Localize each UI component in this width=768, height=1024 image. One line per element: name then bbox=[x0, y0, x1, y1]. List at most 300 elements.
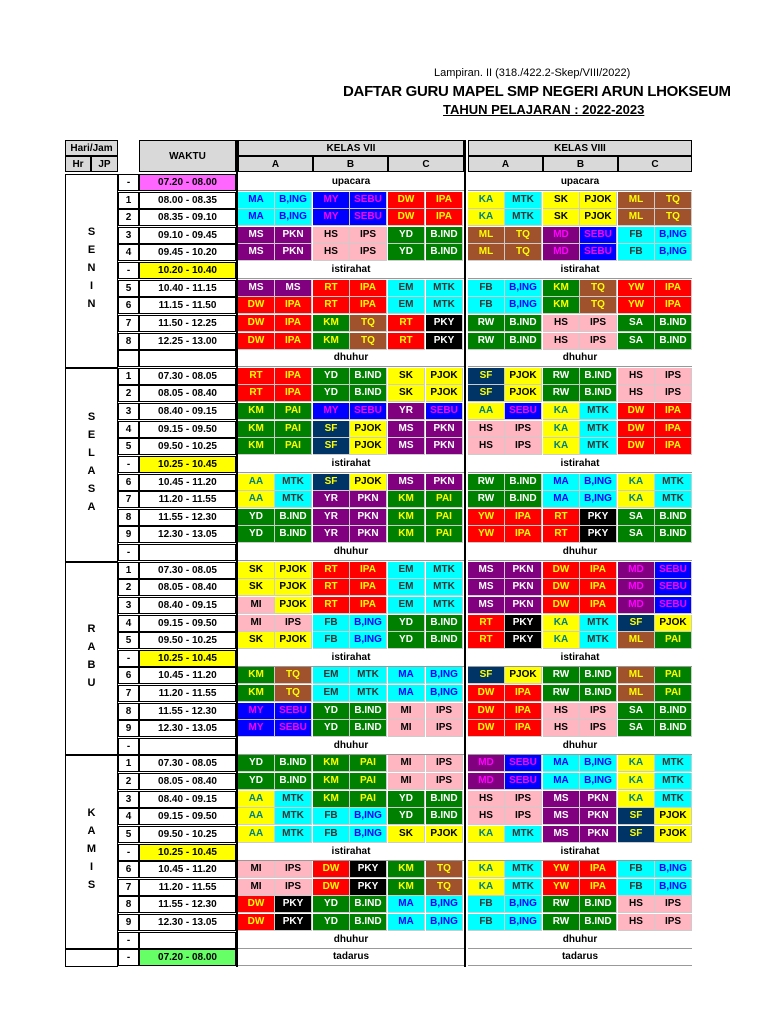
subject-code-cell: IPA bbox=[350, 579, 387, 596]
subject-code-cell: PAI bbox=[426, 509, 463, 526]
jp-cell: - bbox=[118, 174, 139, 191]
teacher-code-cell: AA bbox=[238, 808, 275, 825]
teacher-code-cell: KM bbox=[238, 685, 275, 702]
teacher-code-cell: DW bbox=[238, 297, 275, 314]
teacher-code-cell: FB bbox=[313, 826, 350, 843]
teacher-code-cell: HS bbox=[618, 385, 655, 402]
teacher-code-cell: MA bbox=[543, 474, 580, 491]
subject-code-cell: PKN bbox=[505, 597, 542, 614]
teacher-code-cell: ML bbox=[618, 192, 655, 209]
break-label-kelas8: upacara bbox=[468, 174, 692, 191]
waktu-cell: 11.15 - 11.50 bbox=[139, 297, 236, 314]
subject-code-cell: B,ING bbox=[580, 491, 617, 508]
teacher-code-cell: YR bbox=[388, 403, 425, 420]
subject-code-cell: PAI bbox=[426, 491, 463, 508]
subject-code-cell: MTK bbox=[426, 280, 463, 297]
subject-code-cell: SEBU bbox=[350, 209, 387, 226]
subject-code-cell: PKY bbox=[350, 861, 387, 878]
teacher-code-cell: RT bbox=[543, 526, 580, 543]
teacher-code-cell: DW bbox=[388, 192, 425, 209]
subject-code-cell: PKN bbox=[275, 244, 312, 261]
teacher-code-cell: DW bbox=[313, 879, 350, 896]
teacher-code-cell: ML bbox=[468, 227, 505, 244]
teacher-code-cell: RW bbox=[543, 667, 580, 684]
teacher-code-cell: RT bbox=[313, 297, 350, 314]
teacher-code-cell: MD bbox=[468, 755, 505, 772]
subject-code-cell: IPA bbox=[505, 685, 542, 702]
teacher-code-cell: EM bbox=[388, 562, 425, 579]
teacher-code-cell: FB bbox=[468, 297, 505, 314]
subject-code-cell: IPS bbox=[655, 368, 692, 385]
teacher-code-cell: YW bbox=[468, 509, 505, 526]
teacher-code-cell: MI bbox=[388, 720, 425, 737]
subject-code-cell: B,ING bbox=[350, 826, 387, 843]
teacher-code-cell: SF bbox=[618, 615, 655, 632]
break-label-kelas8: dhuhur bbox=[468, 738, 692, 755]
teacher-code-cell: KM bbox=[388, 861, 425, 878]
teacher-code-cell: HS bbox=[618, 914, 655, 931]
break-label-kelas7: tadarus bbox=[238, 949, 464, 966]
break-label-kelas7: upacara bbox=[238, 174, 464, 191]
teacher-code-cell: RW bbox=[543, 368, 580, 385]
waktu-cell: 11.55 - 12.30 bbox=[139, 896, 236, 913]
teacher-code-cell: FB bbox=[313, 808, 350, 825]
subject-code-cell: IPS bbox=[505, 421, 542, 438]
document-title: DAFTAR GURU MAPEL SMP NEGERI ARUN LHOKSEUM bbox=[343, 83, 731, 100]
break-label-kelas7: istirahat bbox=[238, 262, 464, 279]
subject-code-cell: TQ bbox=[505, 244, 542, 261]
jp-header: JP bbox=[91, 156, 118, 172]
subject-code-cell: B.IND bbox=[580, 685, 617, 702]
break-label-kelas7: dhuhur bbox=[238, 738, 464, 755]
subject-code-cell: B.IND bbox=[505, 474, 542, 491]
teacher-code-cell: KM bbox=[388, 491, 425, 508]
jp-cell: 3 bbox=[118, 227, 139, 244]
teacher-code-cell: MA bbox=[543, 755, 580, 772]
teacher-code-cell: YR bbox=[313, 491, 350, 508]
subject-code-cell: PKY bbox=[426, 333, 463, 350]
subject-code-cell: MTK bbox=[655, 474, 692, 491]
table-row bbox=[65, 333, 692, 350]
teacher-code-cell: YD bbox=[388, 808, 425, 825]
waktu-cell: 10.45 - 11.20 bbox=[139, 667, 236, 684]
jp-cell: 3 bbox=[118, 403, 139, 420]
subject-code-cell: IPS bbox=[426, 773, 463, 790]
waktu-cell: 07.30 - 08.05 bbox=[139, 368, 236, 385]
subject-code-cell: MTK bbox=[505, 192, 542, 209]
teacher-code-cell: RW bbox=[543, 914, 580, 931]
waktu-cell: 11.20 - 11.55 bbox=[139, 879, 236, 896]
subject-code-cell: B.IND bbox=[275, 773, 312, 790]
subject-code-cell: PJOK bbox=[350, 474, 387, 491]
waktu-cell: 11.20 - 11.55 bbox=[139, 685, 236, 702]
teacher-code-cell: KA bbox=[618, 755, 655, 772]
teacher-code-cell: MY bbox=[313, 192, 350, 209]
teacher-code-cell: MI bbox=[238, 597, 275, 614]
teacher-code-cell: HS bbox=[543, 333, 580, 350]
subject-code-cell: B,ING bbox=[350, 632, 387, 649]
subject-code-cell: B.IND bbox=[655, 720, 692, 737]
teacher-code-cell: MA bbox=[543, 773, 580, 790]
jp-cell: - bbox=[118, 844, 139, 861]
teacher-code-cell: RT bbox=[388, 333, 425, 350]
teacher-code-cell: RT bbox=[238, 368, 275, 385]
column-divider bbox=[236, 140, 238, 967]
table-row bbox=[65, 209, 692, 226]
jp-cell: 8 bbox=[118, 703, 139, 720]
waktu-cell: 09.15 - 09.50 bbox=[139, 615, 236, 632]
table-row bbox=[65, 685, 692, 702]
table-row bbox=[65, 474, 692, 491]
teacher-code-cell: MY bbox=[313, 403, 350, 420]
waktu-cell: 10.25 - 10.45 bbox=[139, 650, 236, 667]
teacher-code-cell: RW bbox=[543, 896, 580, 913]
teacher-code-cell: DW bbox=[238, 315, 275, 332]
teacher-code-cell: SF bbox=[468, 385, 505, 402]
table-row bbox=[65, 385, 692, 402]
table-row bbox=[65, 791, 692, 808]
subject-code-cell: MTK bbox=[655, 755, 692, 772]
teacher-code-cell: HS bbox=[313, 244, 350, 261]
teacher-code-cell: YD bbox=[388, 615, 425, 632]
waktu-cell: 09.45 - 10.20 bbox=[139, 244, 236, 261]
subject-code-cell: B.IND bbox=[426, 244, 463, 261]
subject-code-cell: B.IND bbox=[426, 808, 463, 825]
teacher-code-cell: SK bbox=[388, 385, 425, 402]
teacher-code-cell: YD bbox=[388, 791, 425, 808]
subject-code-cell: B.IND bbox=[580, 667, 617, 684]
teacher-code-cell: KA bbox=[543, 615, 580, 632]
table-row bbox=[65, 932, 692, 949]
subject-code-cell: PJOK bbox=[655, 826, 692, 843]
table-row bbox=[65, 615, 692, 632]
subject-code-cell: B,ING bbox=[655, 227, 692, 244]
break-label-kelas8: istirahat bbox=[468, 650, 692, 667]
table-row bbox=[65, 315, 692, 332]
teacher-code-cell: DW bbox=[238, 896, 275, 913]
waktu-cell: 08.05 - 08.40 bbox=[139, 773, 236, 790]
subject-code-cell: SEBU bbox=[350, 192, 387, 209]
subject-code-cell: PJOK bbox=[275, 562, 312, 579]
subject-code-cell: B.IND bbox=[426, 791, 463, 808]
table-row bbox=[65, 949, 692, 966]
waktu-cell: 10.25 - 10.45 bbox=[139, 456, 236, 473]
subject-code-cell: B.IND bbox=[580, 914, 617, 931]
table-row bbox=[65, 755, 692, 772]
subject-code-cell: PJOK bbox=[655, 615, 692, 632]
teacher-code-cell: HS bbox=[618, 368, 655, 385]
teacher-code-cell: MS bbox=[543, 808, 580, 825]
table-row bbox=[65, 438, 692, 455]
teacher-code-cell: KA bbox=[468, 192, 505, 209]
teacher-code-cell: SF bbox=[468, 368, 505, 385]
table-row bbox=[65, 650, 692, 667]
subject-code-cell: B,ING bbox=[426, 667, 463, 684]
teacher-code-cell: RW bbox=[543, 385, 580, 402]
hr-header: Hr bbox=[65, 156, 91, 172]
subject-code-cell: PJOK bbox=[350, 421, 387, 438]
subject-code-cell: B.IND bbox=[350, 914, 387, 931]
waktu-cell: 07.20 - 08.00 bbox=[139, 949, 236, 966]
teacher-code-cell: MD bbox=[618, 579, 655, 596]
jp-cell: 1 bbox=[118, 192, 139, 209]
subject-code-cell: IPS bbox=[655, 896, 692, 913]
subject-code-cell: MTK bbox=[580, 403, 617, 420]
teacher-code-cell: KM bbox=[238, 667, 275, 684]
teacher-code-cell: AA bbox=[238, 474, 275, 491]
column-divider bbox=[464, 140, 466, 967]
teacher-code-cell: MD bbox=[468, 773, 505, 790]
subject-code-cell: PAI bbox=[655, 685, 692, 702]
teacher-code-cell: MI bbox=[238, 879, 275, 896]
teacher-code-cell: SK bbox=[543, 209, 580, 226]
academic-year: TAHUN PELAJARAN : 2022-2023 bbox=[443, 102, 645, 117]
subject-code-cell: IPA bbox=[655, 438, 692, 455]
waktu-cell: 08.35 - 09.10 bbox=[139, 209, 236, 226]
teacher-code-cell: MI bbox=[388, 773, 425, 790]
subject-code-cell: TQ bbox=[426, 879, 463, 896]
jp-cell: 6 bbox=[118, 667, 139, 684]
table-row bbox=[65, 544, 692, 561]
subject-code-cell: PAI bbox=[655, 632, 692, 649]
kelas7-col-c: C bbox=[388, 156, 464, 172]
teacher-code-cell: HS bbox=[543, 720, 580, 737]
teacher-code-cell: AA bbox=[468, 403, 505, 420]
subject-code-cell: PAI bbox=[275, 421, 312, 438]
subject-code-cell: TQ bbox=[655, 209, 692, 226]
teacher-code-cell: HS bbox=[313, 227, 350, 244]
waktu-cell: 08.40 - 09.15 bbox=[139, 791, 236, 808]
waktu-cell: 11.55 - 12.30 bbox=[139, 703, 236, 720]
teacher-code-cell: SK bbox=[238, 562, 275, 579]
subject-code-cell: PJOK bbox=[275, 632, 312, 649]
subject-code-cell: MTK bbox=[350, 667, 387, 684]
waktu-cell bbox=[139, 544, 236, 561]
teacher-code-cell: MS bbox=[468, 562, 505, 579]
subject-code-cell: SEBU bbox=[505, 403, 542, 420]
subject-code-cell: IPA bbox=[655, 403, 692, 420]
subject-code-cell: PKY bbox=[580, 526, 617, 543]
waktu-cell: 11.20 - 11.55 bbox=[139, 491, 236, 508]
waktu-cell: 09.50 - 10.25 bbox=[139, 826, 236, 843]
subject-code-cell: PKN bbox=[580, 791, 617, 808]
teacher-code-cell: DW bbox=[618, 403, 655, 420]
teacher-code-cell: KM bbox=[388, 879, 425, 896]
waktu-cell: 07.20 - 08.00 bbox=[139, 174, 236, 191]
teacher-code-cell: SA bbox=[618, 720, 655, 737]
table-row bbox=[65, 597, 692, 614]
waktu-cell: 07.30 - 08.05 bbox=[139, 755, 236, 772]
subject-code-cell: B.IND bbox=[350, 368, 387, 385]
teacher-code-cell: MS bbox=[388, 438, 425, 455]
teacher-code-cell: RW bbox=[468, 333, 505, 350]
teacher-code-cell: MA bbox=[238, 209, 275, 226]
teacher-code-cell: YD bbox=[313, 896, 350, 913]
table-row bbox=[65, 456, 692, 473]
teacher-code-cell: MS bbox=[388, 421, 425, 438]
subject-code-cell: B.IND bbox=[350, 896, 387, 913]
teacher-code-cell: MA bbox=[388, 667, 425, 684]
subject-code-cell: MTK bbox=[505, 861, 542, 878]
teacher-code-cell: AA bbox=[238, 826, 275, 843]
teacher-code-cell: SK bbox=[238, 579, 275, 596]
subject-code-cell: B.IND bbox=[655, 526, 692, 543]
teacher-code-cell: DW bbox=[238, 333, 275, 350]
table-row bbox=[65, 826, 692, 843]
teacher-code-cell: KA bbox=[618, 773, 655, 790]
subject-code-cell: PKN bbox=[505, 562, 542, 579]
teacher-code-cell: MA bbox=[543, 491, 580, 508]
break-label-kelas8: istirahat bbox=[468, 456, 692, 473]
teacher-code-cell: HS bbox=[468, 421, 505, 438]
subject-code-cell: IPA bbox=[275, 333, 312, 350]
subject-code-cell: MTK bbox=[655, 491, 692, 508]
subject-code-cell: IPA bbox=[505, 509, 542, 526]
subject-code-cell: IPA bbox=[580, 879, 617, 896]
table-row bbox=[65, 562, 692, 579]
jp-cell: 8 bbox=[118, 896, 139, 913]
waktu-cell: 12.30 - 13.05 bbox=[139, 526, 236, 543]
subject-code-cell: IPA bbox=[580, 597, 617, 614]
harijam-header: Hari/Jam bbox=[65, 140, 118, 156]
teacher-code-cell: MI bbox=[388, 703, 425, 720]
table-row bbox=[65, 403, 692, 420]
subject-code-cell: SEBU bbox=[505, 755, 542, 772]
subject-code-cell: B,ING bbox=[505, 896, 542, 913]
subject-code-cell: PJOK bbox=[580, 209, 617, 226]
teacher-code-cell: MS bbox=[238, 227, 275, 244]
teacher-code-cell: YD bbox=[388, 244, 425, 261]
teacher-code-cell: YW bbox=[618, 280, 655, 297]
teacher-code-cell: YD bbox=[313, 720, 350, 737]
break-label-kelas7: dhuhur bbox=[238, 350, 464, 367]
subject-code-cell: TQ bbox=[275, 667, 312, 684]
waktu-cell: 10.40 - 11.15 bbox=[139, 280, 236, 297]
subject-code-cell: PKN bbox=[350, 491, 387, 508]
subject-code-cell: MTK bbox=[580, 421, 617, 438]
teacher-code-cell: KA bbox=[618, 491, 655, 508]
subject-code-cell: PAI bbox=[426, 526, 463, 543]
teacher-code-cell: YD bbox=[388, 632, 425, 649]
subject-code-cell: IPS bbox=[275, 861, 312, 878]
subject-code-cell: IPA bbox=[580, 861, 617, 878]
teacher-code-cell: DW bbox=[618, 421, 655, 438]
subject-code-cell: PKY bbox=[580, 509, 617, 526]
day-label-text: KAMIS bbox=[85, 807, 98, 898]
subject-code-cell: PJOK bbox=[580, 192, 617, 209]
subject-code-cell: PKY bbox=[275, 896, 312, 913]
subject-code-cell: B,ING bbox=[350, 808, 387, 825]
waktu-cell: 11.55 - 12.30 bbox=[139, 509, 236, 526]
subject-code-cell: IPA bbox=[505, 703, 542, 720]
teacher-code-cell: MA bbox=[388, 914, 425, 931]
table-row bbox=[65, 808, 692, 825]
teacher-code-cell: HS bbox=[468, 808, 505, 825]
table-row bbox=[65, 896, 692, 913]
subject-code-cell: MTK bbox=[580, 615, 617, 632]
subject-code-cell: B,ING bbox=[580, 755, 617, 772]
teacher-code-cell: EM bbox=[388, 297, 425, 314]
break-label-kelas7: istirahat bbox=[238, 650, 464, 667]
teacher-code-cell: EM bbox=[388, 597, 425, 614]
teacher-code-cell: MS bbox=[468, 579, 505, 596]
teacher-code-cell: SF bbox=[313, 438, 350, 455]
teacher-code-cell: DW bbox=[388, 209, 425, 226]
waktu-cell: 10.45 - 11.20 bbox=[139, 861, 236, 878]
teacher-code-cell: KA bbox=[618, 791, 655, 808]
subject-code-cell: B.IND bbox=[350, 385, 387, 402]
subject-code-cell: SEBU bbox=[655, 579, 692, 596]
subject-code-cell: MTK bbox=[580, 438, 617, 455]
table-row bbox=[65, 526, 692, 543]
subject-code-cell: PKY bbox=[275, 914, 312, 931]
subject-code-cell: IPS bbox=[426, 755, 463, 772]
waktu-cell: 07.30 - 08.05 bbox=[139, 562, 236, 579]
subject-code-cell: MTK bbox=[426, 579, 463, 596]
teacher-code-cell: RW bbox=[543, 685, 580, 702]
subject-code-cell: SEBU bbox=[350, 403, 387, 420]
subject-code-cell: PKN bbox=[426, 421, 463, 438]
teacher-code-cell: YD bbox=[313, 385, 350, 402]
subject-code-cell: B,ING bbox=[655, 244, 692, 261]
subject-code-cell: TQ bbox=[275, 685, 312, 702]
subject-code-cell: IPS bbox=[275, 615, 312, 632]
jp-cell: 5 bbox=[118, 826, 139, 843]
teacher-code-cell: EM bbox=[388, 579, 425, 596]
subject-code-cell: TQ bbox=[655, 192, 692, 209]
teacher-code-cell: YD bbox=[388, 227, 425, 244]
teacher-code-cell: DW bbox=[238, 914, 275, 931]
teacher-code-cell: MS bbox=[238, 280, 275, 297]
subject-code-cell: B.IND bbox=[350, 720, 387, 737]
subject-code-cell: PKY bbox=[505, 632, 542, 649]
subject-code-cell: IPA bbox=[275, 368, 312, 385]
break-label-kelas8: dhuhur bbox=[468, 544, 692, 561]
subject-code-cell: B.IND bbox=[580, 385, 617, 402]
subject-code-cell: TQ bbox=[580, 297, 617, 314]
teacher-code-cell: KA bbox=[468, 861, 505, 878]
kelas7-col-a: A bbox=[238, 156, 313, 172]
subject-code-cell: PAI bbox=[350, 791, 387, 808]
day-label-rabu bbox=[65, 562, 118, 756]
teacher-code-cell: YD bbox=[313, 914, 350, 931]
teacher-code-cell: YD bbox=[238, 773, 275, 790]
teacher-code-cell: ML bbox=[468, 244, 505, 261]
jp-cell: 7 bbox=[118, 879, 139, 896]
teacher-code-cell: RT bbox=[313, 579, 350, 596]
table-row bbox=[65, 192, 692, 209]
waktu-cell bbox=[139, 738, 236, 755]
teacher-code-cell: RT bbox=[468, 632, 505, 649]
teacher-code-cell: AA bbox=[238, 491, 275, 508]
subject-code-cell: PAI bbox=[350, 755, 387, 772]
subject-code-cell: IPS bbox=[505, 438, 542, 455]
teacher-code-cell: DW bbox=[543, 597, 580, 614]
teacher-code-cell: MI bbox=[388, 755, 425, 772]
teacher-code-cell: DW bbox=[543, 579, 580, 596]
subject-code-cell: SEBU bbox=[580, 244, 617, 261]
waktu-cell: 10.20 - 10.40 bbox=[139, 262, 236, 279]
teacher-code-cell: RT bbox=[313, 562, 350, 579]
teacher-code-cell: MY bbox=[238, 703, 275, 720]
table-row bbox=[65, 703, 692, 720]
subject-code-cell: PAI bbox=[350, 773, 387, 790]
waktu-cell: 12.25 - 13.00 bbox=[139, 333, 236, 350]
subject-code-cell: SEBU bbox=[580, 227, 617, 244]
subject-code-cell: B.IND bbox=[655, 315, 692, 332]
subject-code-cell: SEBU bbox=[655, 562, 692, 579]
teacher-code-cell: MI bbox=[238, 861, 275, 878]
